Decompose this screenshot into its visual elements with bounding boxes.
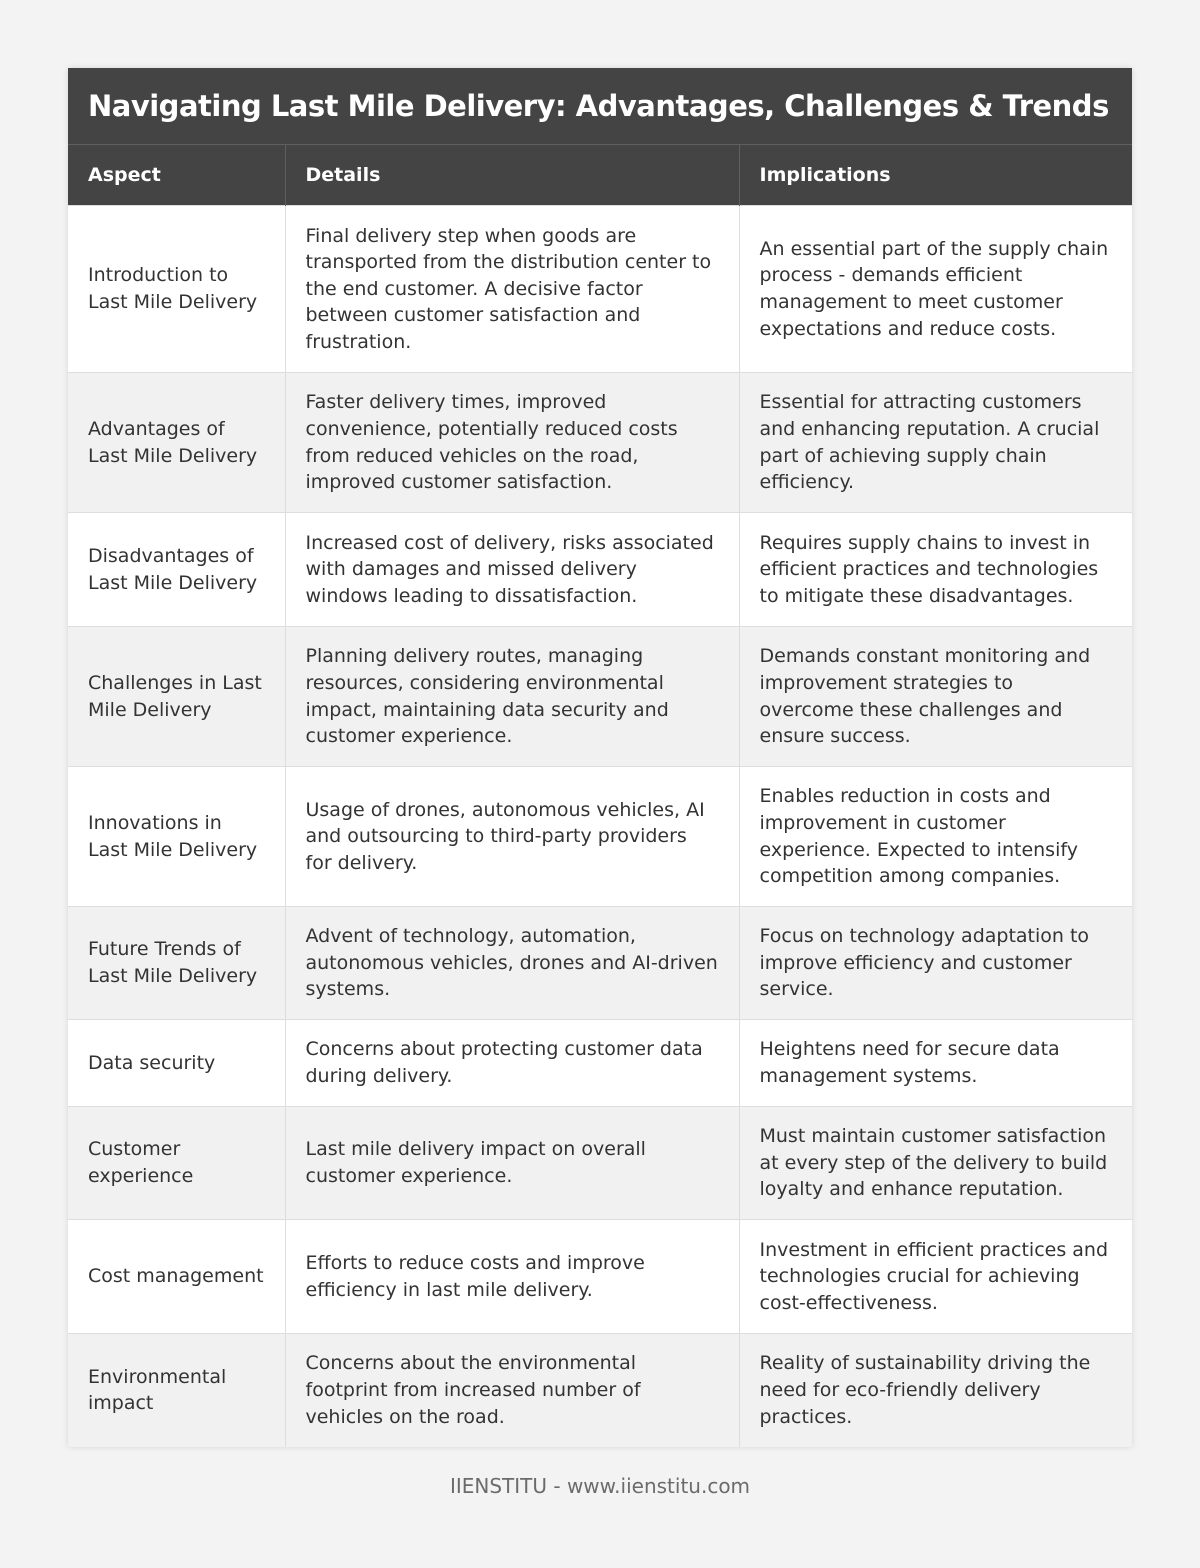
- table-row: [68, 1220, 1132, 1334]
- cell-implications: Heightens need for secure data management systems.: [739, 1020, 1132, 1107]
- cell-implications: Requires supply chains to invest in efficient practices and technologies to mitigate these disadvantages.: [739, 513, 1132, 627]
- table-card: [68, 68, 1132, 1447]
- cell-implications: Focus on technology adaptation to improve efficiency and customer service.: [739, 907, 1132, 1020]
- cell-implications: Must maintain customer satisfaction at every step of the delivery to build loyalty and enhance reputation.: [739, 1107, 1132, 1220]
- cell-details: Concerns about the environmental footprint from increased number of vehicles on the road.: [285, 1334, 739, 1447]
- comparison-table: [68, 144, 1132, 1447]
- table-row: [68, 513, 1132, 627]
- cell-aspect: Introduction to Last Mile Delivery: [68, 206, 285, 373]
- column-header-implications: Implications: [739, 145, 1132, 206]
- title-bar: [68, 68, 1132, 144]
- table-row: [68, 373, 1132, 513]
- footer-credit: IIENSTITU - www.iienstitu.com: [449, 1474, 751, 1498]
- cell-details: Planning delivery routes, managing resources, considering environmental impact, maintaining data security and customer experience.: [285, 627, 739, 767]
- column-header-details: Details: [285, 145, 739, 206]
- table-row: [68, 627, 1132, 767]
- cell-details: Last mile delivery impact on overall customer experience.: [285, 1107, 739, 1220]
- cell-implications: Reality of sustainability driving the need for eco-friendly delivery practices.: [739, 1334, 1132, 1447]
- cell-aspect: Future Trends of Last Mile Delivery: [68, 907, 285, 1020]
- cell-implications: Demands constant monitoring and improvement strategies to overcome these challenges and ensure success.: [739, 627, 1132, 767]
- page-title: Navigating Last Mile Delivery: Advantages, Challenges & Trends: [88, 89, 1109, 123]
- cell-implications: Investment in efficient practices and technologies crucial for achieving cost-effectiveness.: [739, 1220, 1132, 1334]
- cell-details: Final delivery step when goods are transported from the distribution center to the end customer. A decisive factor between customer satisfaction and frustration.: [285, 206, 739, 373]
- cell-implications: Essential for attracting customers and enhancing reputation. A crucial part of achieving supply chain efficiency.: [739, 373, 1132, 513]
- table-row: [68, 206, 1132, 373]
- cell-implications: An essential part of the supply chain process - demands efficient management to meet customer expectations and reduce costs.: [739, 206, 1132, 373]
- cell-implications: Enables reduction in costs and improvement in customer experience. Expected to intensify competition among companies.: [739, 767, 1132, 907]
- column-header-aspect: Aspect: [68, 145, 285, 206]
- cell-aspect: Innovations in Last Mile Delivery: [68, 767, 285, 907]
- cell-aspect: Challenges in Last Mile Delivery: [68, 627, 285, 767]
- cell-details: Concerns about protecting customer data during delivery.: [285, 1020, 739, 1107]
- cell-details: Increased cost of delivery, risks associated with damages and missed delivery windows leading to dissatisfaction.: [285, 513, 739, 627]
- table-row: [68, 767, 1132, 907]
- cell-details: Faster delivery times, improved convenience, potentially reduced costs from reduced vehicles on the road, improved customer satisfaction.: [285, 373, 739, 513]
- cell-aspect: Customer experience: [68, 1107, 285, 1220]
- cell-aspect: Advantages of Last Mile Delivery: [68, 373, 285, 513]
- table-header-row: [68, 145, 1132, 206]
- cell-details: Advent of technology, automation, autonomous vehicles, drones and AI-driven systems.: [285, 907, 739, 1020]
- cell-aspect: Data security: [68, 1020, 285, 1107]
- cell-details: Usage of drones, autonomous vehicles, AI and outsourcing to third-party providers for delivery.: [285, 767, 739, 907]
- cell-aspect: Cost management: [68, 1220, 285, 1334]
- table-row: [68, 1107, 1132, 1220]
- cell-aspect: Environmental impact: [68, 1334, 285, 1447]
- table-row: [68, 907, 1132, 1020]
- table-row: [68, 1334, 1132, 1447]
- cell-aspect: Disadvantages of Last Mile Delivery: [68, 513, 285, 627]
- table-row: [68, 1020, 1132, 1107]
- cell-details: Efforts to reduce costs and improve efficiency in last mile delivery.: [285, 1220, 739, 1334]
